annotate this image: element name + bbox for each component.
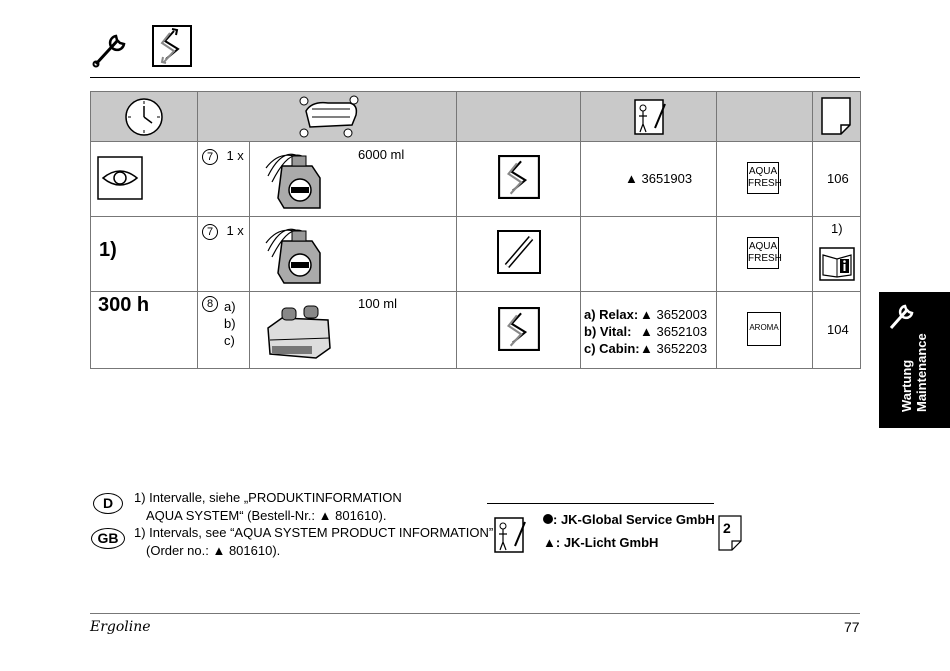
action-cell <box>457 217 581 292</box>
variant-label: c) <box>224 333 235 348</box>
page-number: 104 <box>827 322 849 337</box>
interval-cell <box>91 292 198 369</box>
header-brand-cell <box>717 92 813 142</box>
technician-icon <box>631 96 669 138</box>
canister-icon <box>260 148 330 212</box>
table-header-row <box>91 92 861 142</box>
replace-arrows-icon <box>497 155 541 199</box>
aroma-container-icon <box>262 298 334 362</box>
side-tab-label-de: Wartung <box>899 359 914 412</box>
side-tab-label-en: Maintenance <box>914 333 929 412</box>
technician-icon <box>491 514 529 556</box>
slot-number: 8 <box>202 296 218 312</box>
language-badge-de: D <box>93 493 123 514</box>
side-tab-maintenance <box>879 292 950 428</box>
variant-label: b) <box>224 316 236 331</box>
volume: 6000 ml <box>358 147 405 162</box>
variant-label: a) <box>224 299 236 314</box>
slot-qty-cell <box>198 217 250 292</box>
slot-variants-cell <box>198 292 250 369</box>
legend-rule <box>487 503 714 504</box>
eye-icon <box>97 156 143 200</box>
wrench-icon <box>887 298 917 332</box>
legend-circle-item: : JK-Global Service GmbH <box>543 512 715 527</box>
header-action-cell <box>457 92 581 142</box>
table-row <box>91 217 861 292</box>
header-rule <box>90 77 860 78</box>
part-cell <box>250 142 457 217</box>
header-order-cell <box>581 92 717 142</box>
page-ref-number: 2 <box>723 520 731 536</box>
footnote-gb: 1) Intervals, see “AQUA SYSTEM PRODUCT INFORMATION” (Order no.: ▲ 801610). <box>134 525 494 558</box>
order-line: c) Cabin:▲ 3652203 <box>584 341 708 356</box>
footer-rule <box>90 613 860 614</box>
brand-logo: Ergoline <box>90 619 151 635</box>
tube-icon <box>497 230 541 274</box>
triangle-icon: ▲ <box>543 535 556 550</box>
page-icon <box>821 97 851 135</box>
brand-label-cell <box>717 292 813 369</box>
maintenance-table <box>90 91 861 369</box>
header-part-cell <box>198 92 457 142</box>
table-row <box>91 292 861 369</box>
interval-cell <box>91 142 198 217</box>
order-line: b) Vital: ▲ 3652103 <box>584 324 708 339</box>
replace-arrows-icon <box>152 25 192 67</box>
page-cell <box>813 142 861 217</box>
page-cell <box>813 217 861 292</box>
part-cell <box>250 292 457 369</box>
brand-label-cell <box>717 217 813 292</box>
interval-hours: 300 h <box>98 294 150 316</box>
circle-icon <box>543 514 553 524</box>
page-cell <box>813 292 861 369</box>
order-number: ▲ 3651903 <box>625 171 693 186</box>
wrench-icon <box>92 28 132 68</box>
part-cell <box>250 217 457 292</box>
aqua-fresh-label: AQUA FRESH <box>747 237 779 269</box>
header-interval-cell <box>91 92 198 142</box>
action-cell <box>457 292 581 369</box>
page-number-footer: 77 <box>844 619 860 635</box>
order-cell <box>581 292 717 369</box>
slot-qty-cell <box>198 142 250 217</box>
order-line: a) Relax: ▲ 3652003 <box>584 307 708 322</box>
interval-cell <box>91 217 198 292</box>
quantity: 1 x <box>226 148 244 163</box>
clock-icon <box>124 97 164 137</box>
volume: 100 ml <box>358 296 398 311</box>
interval-note: 1) <box>99 239 117 261</box>
legend-triangle-item: ▲: JK-Licht GmbH <box>543 535 659 550</box>
aqua-fresh-label: AQUA FRESH <box>747 162 779 194</box>
language-badge-gb: GB <box>91 528 125 549</box>
aroma-label: AROMA <box>747 312 781 346</box>
brand-label-cell <box>717 142 813 217</box>
table-row <box>91 142 861 217</box>
sunbed-part-icon <box>298 95 362 139</box>
footnote-de: 1) Intervalle, siehe „PRODUKTINFORMATION AQUA SYSTEM“ (Bestell-Nr.: ▲ 801610). <box>134 490 402 523</box>
order-cell <box>581 142 717 217</box>
slot-number: 7 <box>202 224 218 240</box>
action-cell <box>457 142 581 217</box>
page-note: 1) <box>831 221 843 236</box>
page-number: 106 <box>827 171 849 186</box>
replace-arrows-icon <box>497 307 541 351</box>
order-cell <box>581 217 717 292</box>
header-page-cell <box>813 92 861 142</box>
quantity: 1 x <box>226 223 244 238</box>
info-book-icon <box>819 247 855 281</box>
slot-number: 7 <box>202 149 218 165</box>
canister-icon <box>260 223 330 287</box>
